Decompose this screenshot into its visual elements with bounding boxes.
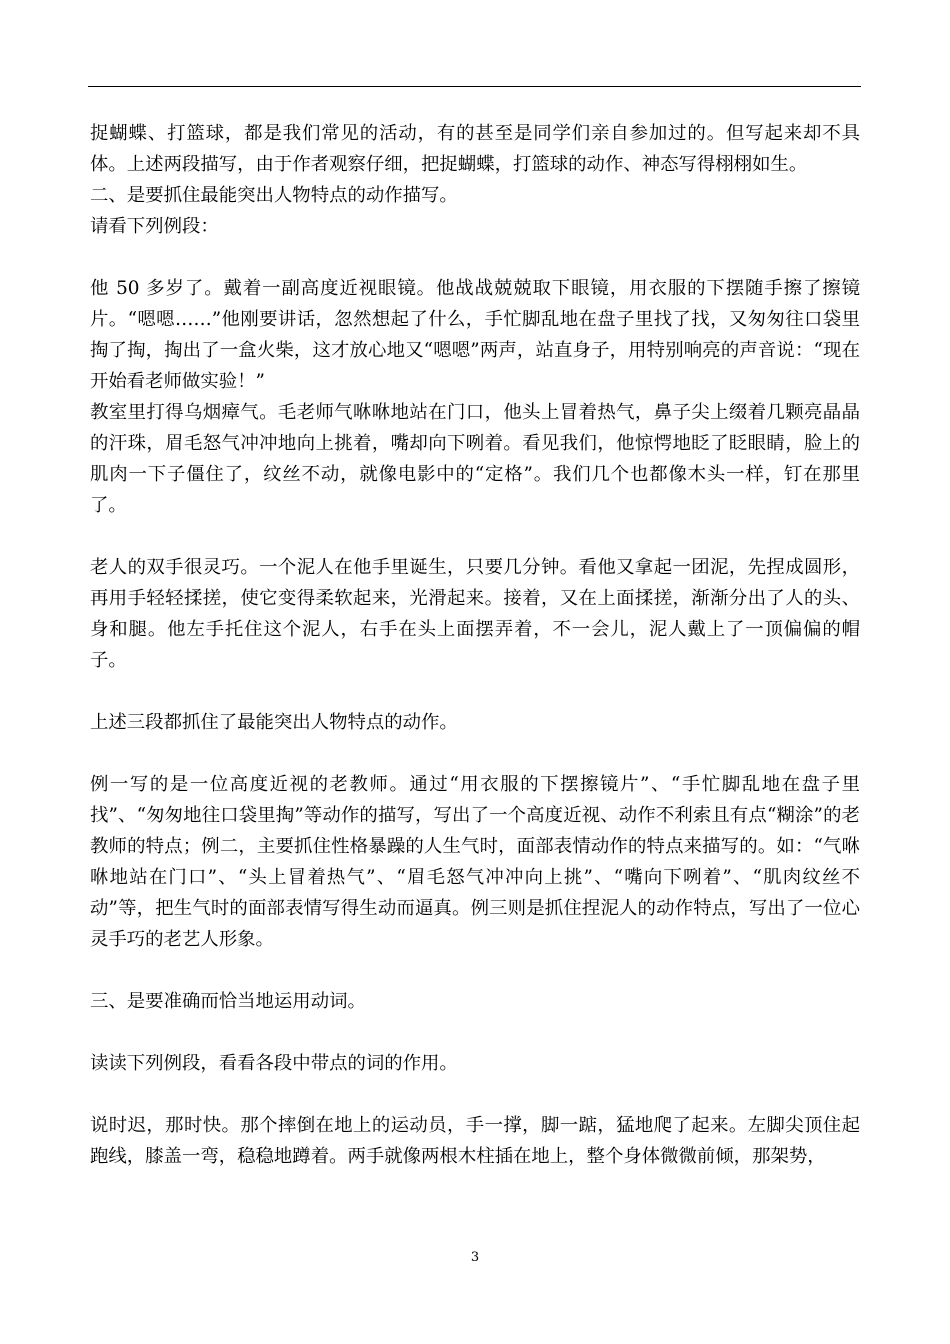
heading-section-two: 二、是要抓住最能突出人物特点的动作描写。 [90, 185, 458, 206]
header-rule [88, 86, 861, 87]
page-number: 3 [470, 1250, 480, 1265]
example-runner: 说时迟，那时快。那个摔倒在地上的运动员，手一撑，脚一踮，猛地爬了起来。左脚尖顶住起跑线，膝盖一弯，稳稳地蹲着。两手就像两根木柱插在地上，整个身体微微前倾，那架势， [90, 1115, 860, 1167]
prompt-read-examples: 读读下列例段，看看各段中带点的词的作用。 [90, 1053, 458, 1074]
example-three-clay-figure: 老人的双手很灵巧。一个泥人在他手里诞生，只要几分钟。看他又拿起一团泥，先捏成圆形，再用手轻轻揉搓，使它变得柔软起来，光滑起来。接着，又在上面揉搓，渐渐分出了人的头、身和腿。他左手托住这个泥人，右手在头上面摆弄着，不一会儿，泥人戴上了一顶偏偏的帽子。 [90, 557, 860, 671]
analysis-paragraph: 例一写的是一位高度近视的老教师。通过“用衣服的下摆擦镜片”、“手忙脚乱地在盘子里找”、“匆匆地往口袋里掏”等动作的描写，写出了一个高度近视、动作不利索且有点“糊涂”的老教师的特点；例二，主要抓住性格暴躁的人生气时，面部表情动作的特点来描写的。如：“气咻咻地站在门口”、“头上冒着热气”、“眉毛怒气冲冲向上挑”、“嘴向下咧着”、“肌肉纹丝不动”等，把生气时的面部表情写得生动而逼真。例三则是抓住捏泥人的动作特点，写出了一位心灵手巧的老艺人形象。 [90, 774, 860, 950]
summary-three-examples: 上述三段都抓住了最能突出人物特点的动作。 [90, 712, 458, 733]
heading-section-three: 三、是要准确而恰当地运用动词。 [90, 991, 366, 1012]
paragraph-butterfly-basketball: 捉蝴蝶、打篮球，都是我们常见的活动，有的甚至是同学们亲自参加过的。但写起来却不具体。上述两段描写，由于作者观察仔细，把捉蝴蝶，打篮球的动作、神态写得栩栩如生。 [90, 123, 860, 175]
prompt-see-examples: 请看下列例段： [90, 216, 219, 237]
document-body [90, 118, 860, 1172]
example-two-angry-teacher: 教室里打得乌烟瘴气。毛老师气咻咻地站在门口，他头上冒着热气，鼻子尖上缀着几颗亮晶晶的汗珠，眉毛怒气冲冲地向上挑着，嘴却向下咧着。看见我们，他惊愕地眨了眨眼睛，脸上的肌肉一下子僵住了，纹丝不动，就像电影中的“定格”。我们几个也都像木头一样，钉在那里了。 [90, 402, 860, 516]
example-one-teacher: 他 50 多岁了。戴着一副高度近视眼镜。他战战兢兢取下眼镜，用衣服的下摆随手擦了擦镜片。“嗯嗯……”他刚要讲话，忽然想起了什么，手忙脚乱地在盘子里找了找，又匆匆往口袋里掏了掏，掏出了一盒火柴，这才放心地又“嗯嗯”两声，站直身子，用特别响亮的声音说：“现在开始看老师做实验！” [90, 278, 860, 392]
